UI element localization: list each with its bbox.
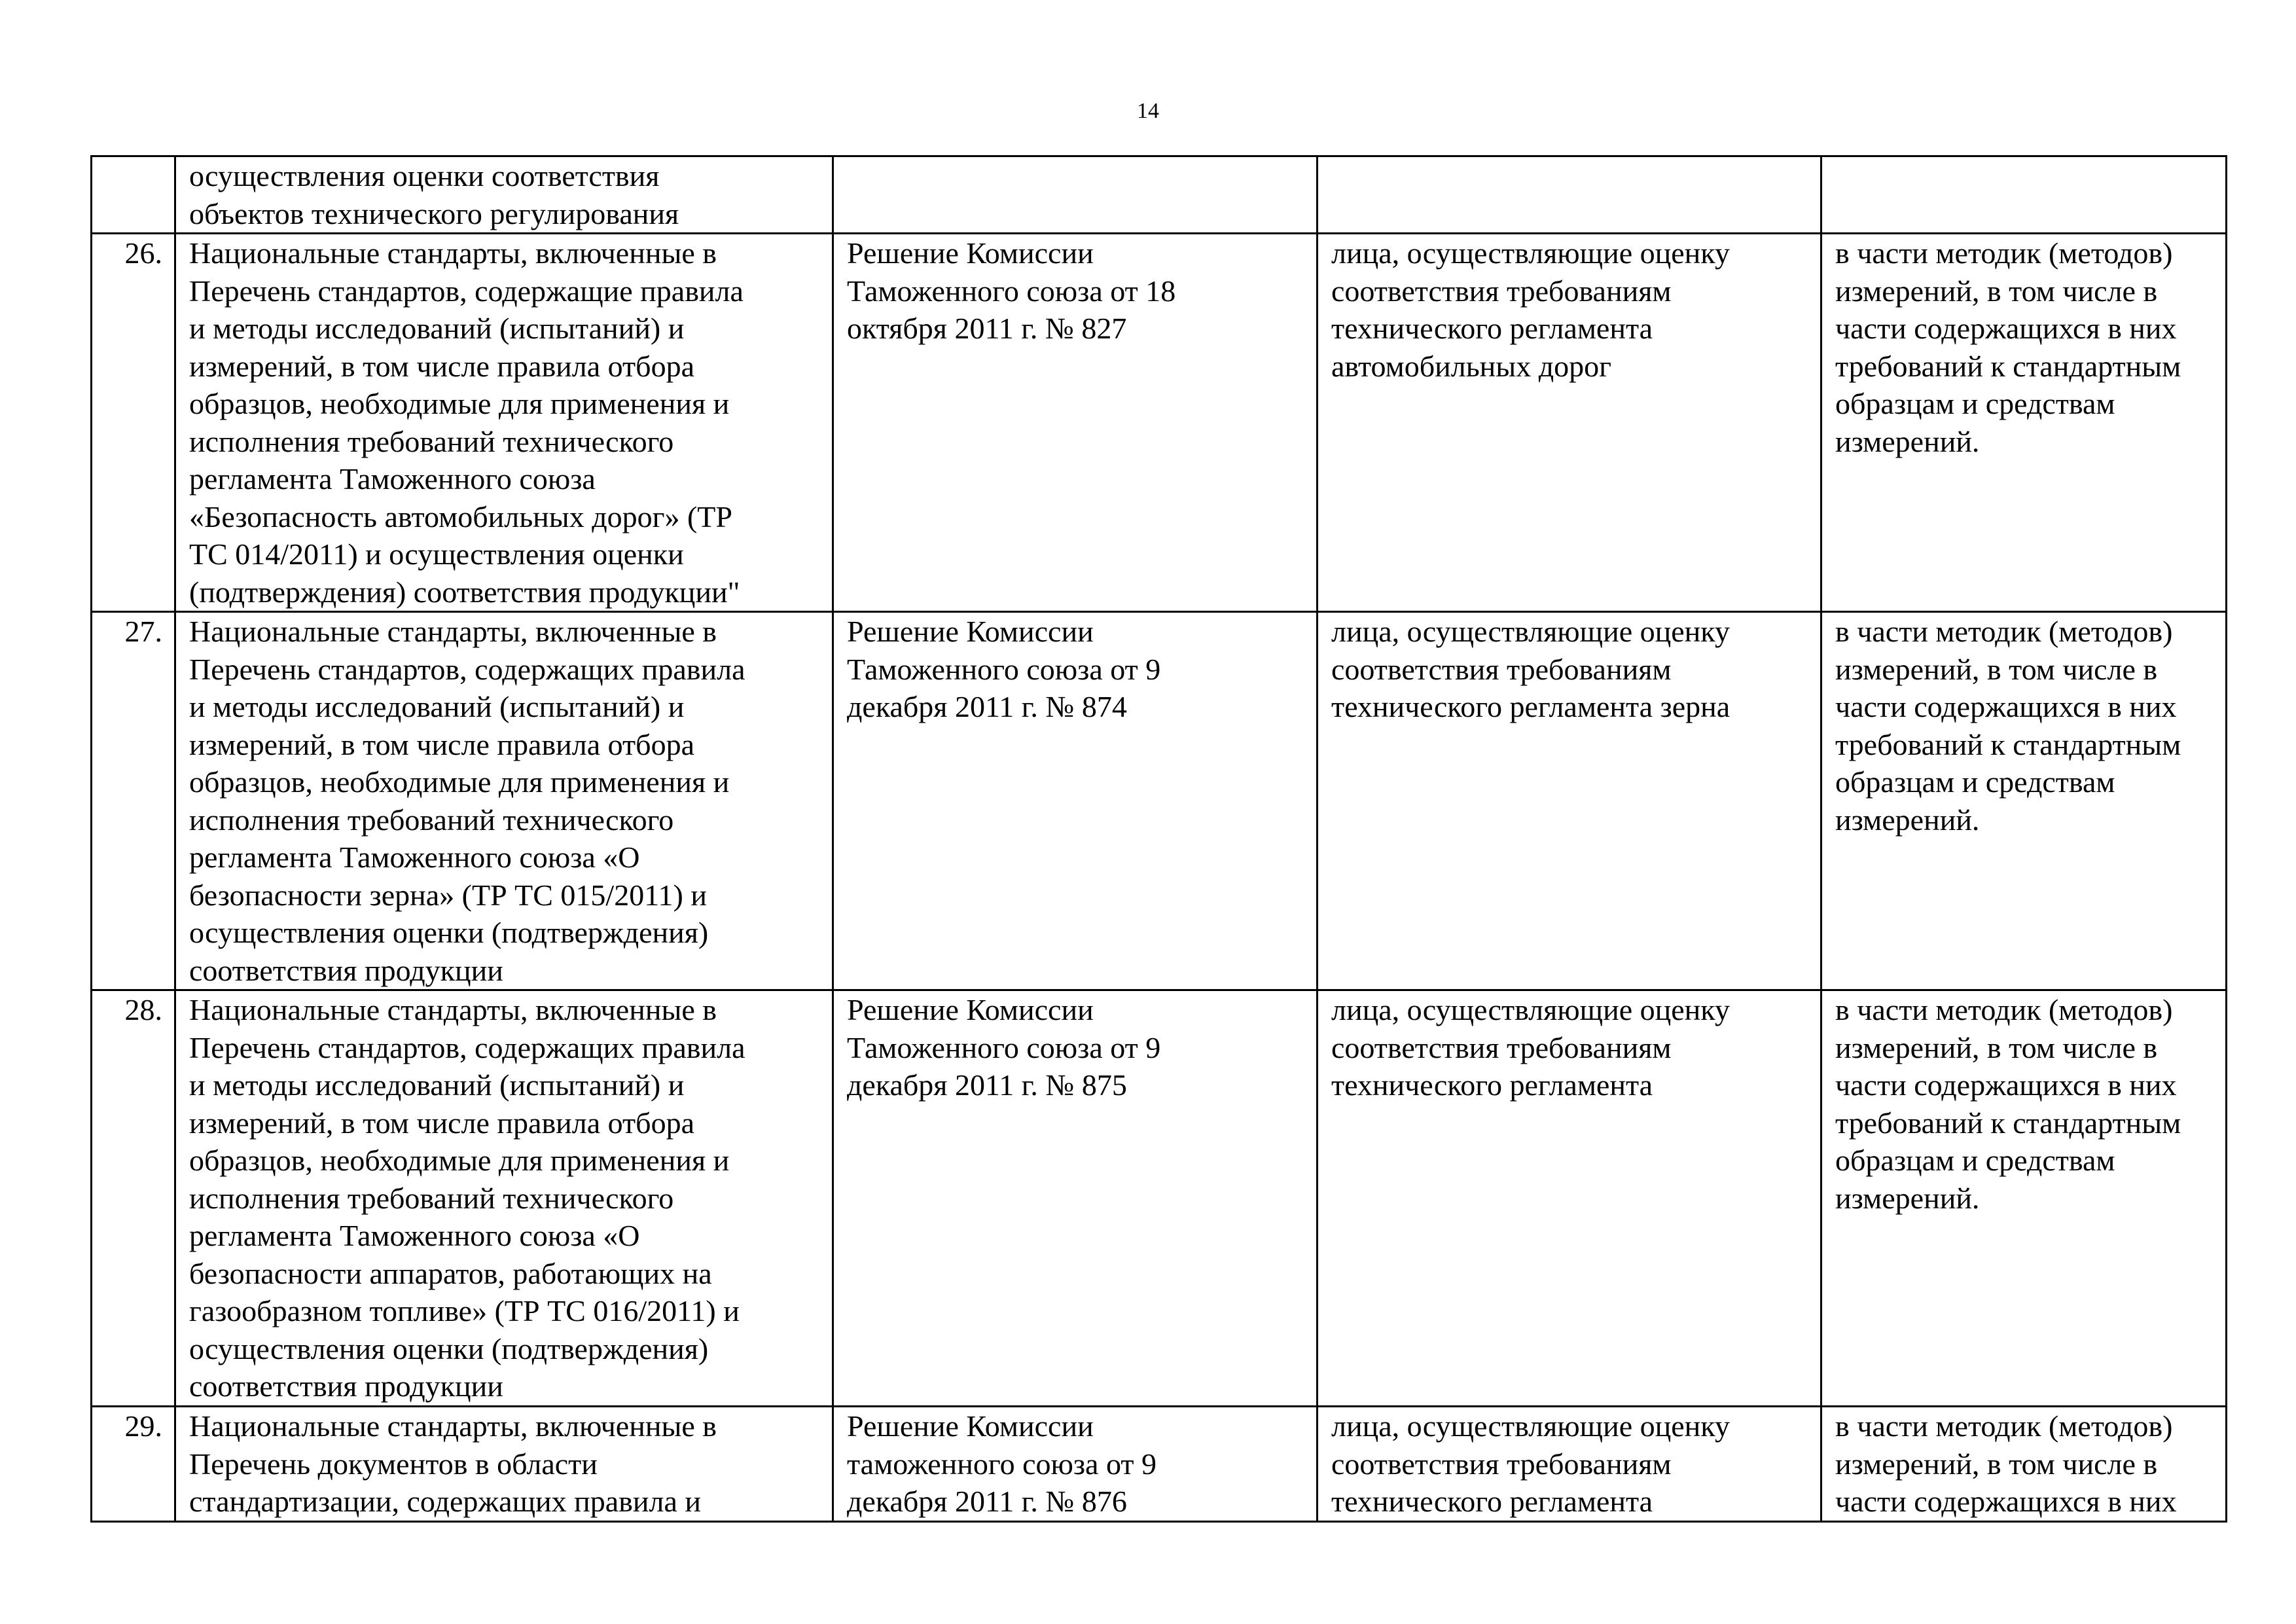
scope-cell: в части методик (методов) измерений, в том числе в части содержащихся в них требований к стандартным образцам и средствам измерений. bbox=[1821, 234, 2227, 612]
decision-cell: Решение Комиссии Таможенного союза от 18 октября 2011 г. № 827 bbox=[833, 234, 1318, 612]
scope-cell: в части методик (методов) измерений, в том числе в части содержащихся в них требований к стандартным образцам и средствам измерений. bbox=[1821, 990, 2227, 1407]
applicants-cell: лица, осуществляющие оценку соответствия требованиям технического регламента автомобильных дорог bbox=[1318, 234, 1821, 612]
standards-cell: Национальные стандарты, включенные в Перечень стандартов, содержащих правила и методы исследований (испытаний) и измерений, в том числе правила отбора образцов, необходимые для применения и исполнения требований технического регламента Таможенного союза «О безопасности аппаратов, работающих на газообразном топливе» (ТР ТС 016/2011) и осуществления оценки (подтверждения) соответствия продукции bbox=[175, 990, 833, 1407]
scope-cell: в части методик (методов) измерений, в том числе в части содержащихся в них требований к стандартным образцам и средствам измерений. bbox=[1821, 612, 2227, 990]
row-number bbox=[92, 156, 175, 234]
table-row bbox=[92, 234, 2227, 612]
decision-cell: Решение Комиссии таможенного союза от 9 декабря 2011 г. № 876 bbox=[833, 1407, 1318, 1522]
scope-cell: в части методик (методов) измерений, в том числе в части содержащихся в них bbox=[1821, 1407, 2227, 1522]
row-number: 27. bbox=[92, 612, 175, 990]
standards-cell: Национальные стандарты, включенные в Перечень документов в области стандартизации, содержащих правила и bbox=[175, 1407, 833, 1522]
table-row bbox=[92, 990, 2227, 1407]
row-number: 26. bbox=[92, 234, 175, 612]
applicants-cell: лица, осуществляющие оценку соответствия требованиям технического регламента зерна bbox=[1318, 612, 1821, 990]
table-row bbox=[92, 1407, 2227, 1522]
table-row bbox=[92, 612, 2227, 990]
scope-cell bbox=[1821, 156, 2227, 234]
applicants-cell: лица, осуществляющие оценку соответствия требованиям технического регламента bbox=[1318, 1407, 1821, 1522]
decision-cell bbox=[833, 156, 1318, 234]
standards-table bbox=[90, 155, 2227, 1523]
page-number: 14 bbox=[1137, 99, 1159, 123]
decision-cell: Решение Комиссии Таможенного союза от 9 декабря 2011 г. № 874 bbox=[833, 612, 1318, 990]
standards-cell: Национальные стандарты, включенные в Перечень стандартов, содержащих правила и методы исследований (испытаний) и измерений, в том числе правила отбора образцов, необходимые для применения и исполнения требований технического регламента Таможенного союза «О безопасности зерна» (ТР ТС 015/2011) и осуществления оценки (подтверждения) соответствия продукции bbox=[175, 612, 833, 990]
row-number: 28. bbox=[92, 990, 175, 1407]
standards-cell: осуществления оценки соответствия объектов технического регулирования bbox=[175, 156, 833, 234]
row-number: 29. bbox=[92, 1407, 175, 1522]
table-row bbox=[92, 156, 2227, 234]
decision-cell: Решение Комиссии Таможенного союза от 9 декабря 2011 г. № 875 bbox=[833, 990, 1318, 1407]
applicants-cell bbox=[1318, 156, 1821, 234]
applicants-cell: лица, осуществляющие оценку соответствия требованиям технического регламента bbox=[1318, 990, 1821, 1407]
standards-cell: Национальные стандарты, включенные в Перечень стандартов, содержащие правила и методы исследований (испытаний) и измерений, в том числе правила отбора образцов, необходимые для применения и исполнения требований технического регламента Таможенного союза «Безопасность автомобильных дорог» (ТР ТС 014/2011) и осуществления оценки (подтверждения) соответствия продукции" bbox=[175, 234, 833, 612]
